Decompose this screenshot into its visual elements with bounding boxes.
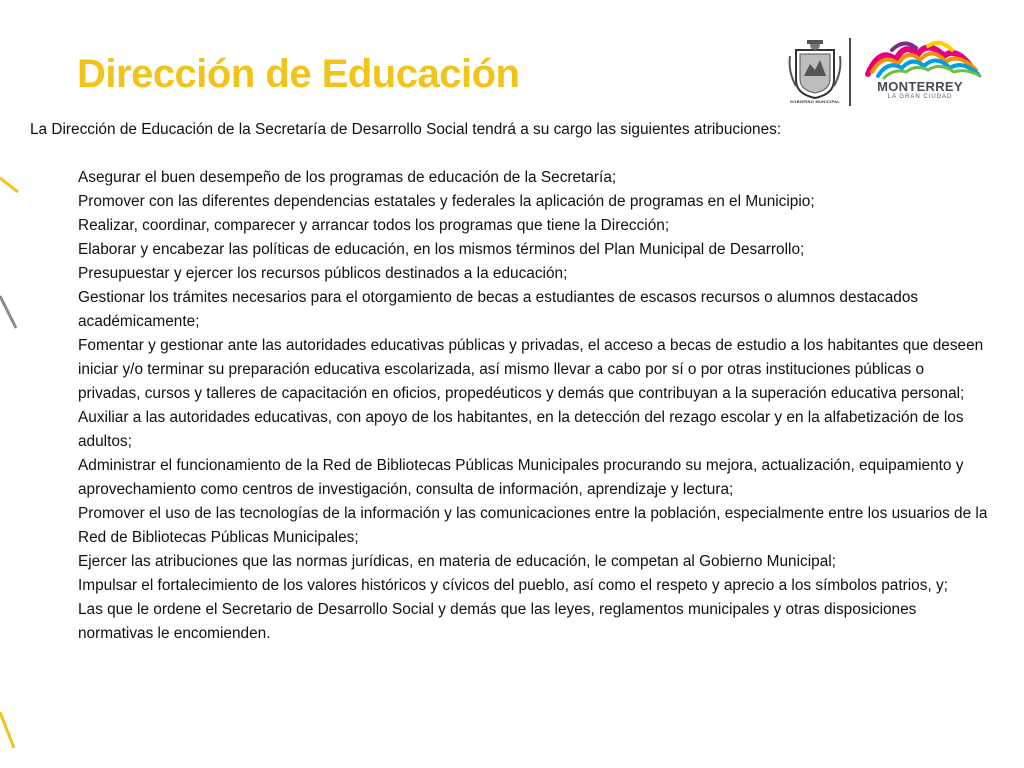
brand-tagline: LA GRAN CIUDAD (887, 94, 953, 100)
list-item: Las que le ordene el Secretario de Desarrollo Social y demás que las leyes, reglamentos municipales y otras disposiciones normativas le encomienden. (78, 601, 917, 642)
list-item: Realizar, coordinar, comparecer y arrancar todos los programas que tiene la Dirección; (78, 217, 670, 234)
intro-paragraph: La Dirección de Educación de la Secretaría de Desarrollo Social tendrá a su cargo las siguientes atribuciones: (30, 121, 782, 138)
list-item: Ejercer las atribuciones que las normas jurídicas, en materia de educación, le competan al Gobierno Municipal; (78, 553, 836, 570)
list-item: Asegurar el buen desempeño de los programas de educación de la Secretaría; (78, 169, 617, 186)
list-item: Elaborar y encabezar las políticas de educación, en los mismos términos del Plan Municipal de Desarrollo; (78, 241, 805, 258)
attributions-list (30, 166, 990, 646)
list-item: Administrar el funcionamiento de la Red de Bibliotecas Públicas Municipales procurando su mejora, actualización, equipamiento y aprovechamiento como centros de investigación, consulta de información, aprendizaje y lectura; (78, 457, 964, 498)
brand-name: MONTERREY (877, 79, 963, 94)
slide-body (30, 118, 990, 646)
list-item: Impulsar el fortalecimiento de los valores históricos y cívicos del pueblo, así como el respeto y aprecio a los símbolos patrios, y; (78, 577, 948, 594)
list-item: Fomentar y gestionar ante las autoridades educativas públicas y privadas, el acceso a becas de estudio a los habitantes que deseen iniciar y/o terminar su preparación educativa escolarizada, así mismo llevar a cabo por sí o por otras instituciones públicas o privadas, cursos y talleres de capacitación en oficios, propedéuticos y demás que contribuyan a la superación educativa personal; (78, 337, 984, 402)
coat-caption: GOBIERNO MUNICIPAL (789, 99, 841, 104)
list-item: Gestionar los trámites necesarios para el otorgamiento de becas a estudiantes de escasos recursos o alumnos destacados académicamente; (78, 289, 919, 330)
coat-of-arms-icon (786, 36, 844, 106)
list-item: Presupuestar y ejercer los recursos públicos destinados a la educación; (78, 265, 568, 282)
list-item: Auxiliar a las autoridades educativas, con apoyo de los habitantes, en la detección del rezago escolar y en la alfabetización de los adultos; (78, 409, 964, 450)
list-item: Promover el uso de las tecnologías de la información y las comunicaciones entre la población, especialmente entre los usuarios de la Red de Bibliotecas Públicas Municipales; (78, 505, 988, 546)
page-title: Dirección de Educación (77, 52, 520, 96)
list-item: Promover con las diferentes dependencias estatales y federales la aplicación de programas en el Municipio; (78, 193, 815, 210)
logo-divider (849, 38, 851, 106)
decorative-side-strokes (0, 0, 30, 768)
header-logos (786, 36, 986, 106)
